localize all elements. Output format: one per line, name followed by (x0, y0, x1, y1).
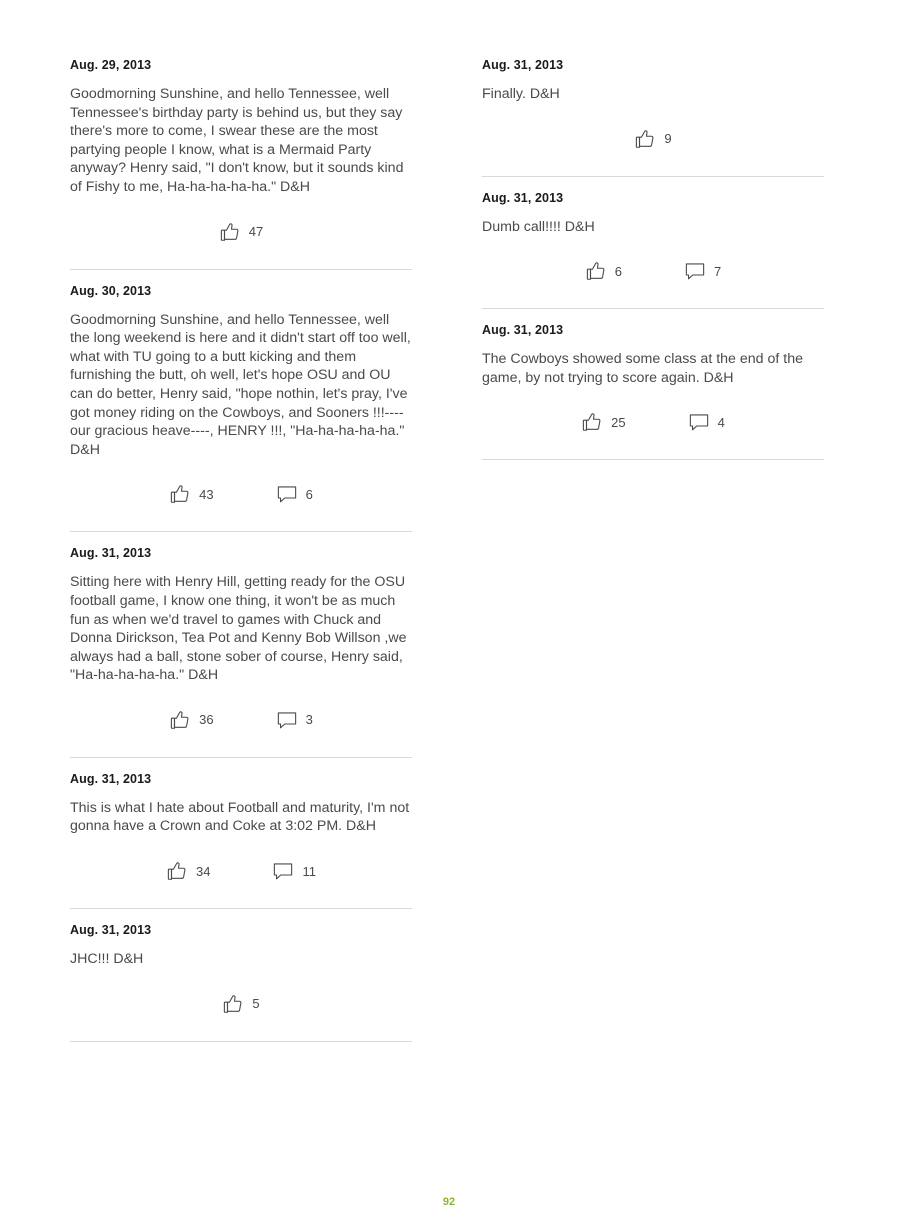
like-reaction[interactable] (169, 483, 213, 505)
post-reactions (70, 842, 412, 902)
post-text: This is what I hate about Football and maturity, I'm not gonna have a Crown and Coke at 3:02 PM. D&H (70, 799, 414, 835)
post-item (70, 58, 412, 270)
like-count: 6 (614, 263, 622, 279)
like-count: 36 (199, 712, 214, 728)
like-reaction[interactable] (166, 860, 210, 882)
comment-reaction[interactable] (684, 261, 721, 281)
comment-bubble-icon (684, 261, 706, 281)
post-date: Aug. 31, 2013 (482, 58, 564, 72)
thumbs-up-icon (169, 483, 191, 505)
post-date: Aug. 29, 2013 (70, 58, 152, 72)
left-column (70, 58, 415, 1042)
post-reactions (482, 242, 824, 302)
right-column (482, 58, 824, 460)
comment-bubble-icon (688, 412, 710, 432)
comment-count: 7 (714, 263, 722, 279)
post-date: Aug. 30, 2013 (70, 283, 152, 298)
thumbs-up-icon (634, 128, 656, 150)
post-item (482, 58, 824, 177)
post-date: Aug. 31, 2013 (70, 771, 152, 786)
post-text: Goodmorning Sunshine, and hello Tennessee, well the long weekend is here and it didn't start off too well, what with TU going to a butt kicking and them furnishing the butt, oh well, let's hope OSU and OU can do better, Henry said, "hope nothin, let's pray, I've got money riding on the Cowboys, and Sooners !!!----our gracious heave----, HENRY !!!, "Ha-ha-ha-ha-ha." D&H (70, 311, 415, 458)
post-text: Dumb call!!!! D&H (482, 218, 595, 235)
like-reaction[interactable] (222, 993, 259, 1015)
like-reaction[interactable] (585, 260, 622, 282)
thumbs-up-icon (166, 860, 188, 882)
like-count: 34 (196, 863, 211, 879)
thumbs-up-icon (219, 221, 241, 243)
post-text: Finally. D&H (482, 86, 560, 102)
post-text: Goodmorning Sunshine, and hello Tennessee, well Tennessee's birthday party is behind us, but they say there's more to come, I swear these are the most partying people I know, what is a Mermaid Party anyway? Henry said, "I don't know, but it sounds kind of Fishy to me, Ha-ha-ha-ha-ha." D&H (70, 86, 408, 195)
post-reactions (70, 975, 412, 1035)
post-item (70, 283, 415, 533)
comment-count: 11 (302, 863, 316, 879)
post-reactions (482, 110, 824, 170)
post-reactions (70, 691, 412, 751)
comment-bubble-icon (272, 861, 294, 881)
post-reactions (70, 203, 412, 263)
post-date: Aug. 31, 2013 (70, 546, 152, 561)
like-count: 25 (611, 414, 626, 430)
comment-reaction[interactable] (688, 412, 725, 432)
like-count: 43 (199, 486, 214, 502)
post-text: JHC!!! D&H (70, 951, 144, 968)
comment-bubble-icon (276, 710, 298, 730)
post-item (482, 191, 824, 310)
post-item (70, 772, 412, 909)
comment-reaction[interactable] (276, 484, 313, 504)
thumbs-up-icon (169, 709, 191, 731)
comment-bubble-icon (276, 484, 298, 504)
comment-count: 4 (717, 414, 725, 430)
post-date: Aug. 31, 2013 (482, 323, 564, 338)
comment-count: 3 (305, 712, 313, 728)
post-item (70, 546, 412, 758)
post-item (482, 323, 824, 460)
like-reaction[interactable] (169, 709, 213, 731)
thumbs-up-icon (585, 260, 607, 282)
like-reaction[interactable] (219, 221, 263, 243)
post-reactions (70, 465, 412, 525)
post-text: Sitting here with Henry Hill, getting ready for the OSU football game, I know one thing, it won't be as much fun as when we'd travel to games with Chuck and Donna Dirickson, Tea Pot and Kenny Bob Willson ,we always had a ball, stone sober of course, Henry said, "Ha-ha-ha-ha-ha." D&H (70, 574, 411, 684)
post-text: The Cowboys showed some class at the end of the game, by not trying to score again. D&H (482, 351, 807, 386)
comment-reaction[interactable] (272, 861, 316, 881)
thumbs-up-icon (581, 411, 603, 433)
post-date: Aug. 31, 2013 (70, 923, 152, 938)
post-reactions (482, 393, 824, 453)
like-count: 5 (252, 996, 260, 1012)
comment-count: 6 (305, 486, 313, 502)
page-number: 92 (442, 1196, 456, 1208)
like-count: 47 (248, 224, 264, 240)
post-columns (70, 58, 828, 1042)
like-reaction[interactable] (581, 411, 625, 433)
post-item (70, 923, 412, 1042)
like-count: 9 (664, 131, 672, 147)
like-reaction[interactable] (634, 128, 671, 150)
thumbs-up-icon (222, 993, 244, 1015)
comment-reaction[interactable] (276, 710, 313, 730)
post-date: Aug. 31, 2013 (482, 190, 564, 205)
